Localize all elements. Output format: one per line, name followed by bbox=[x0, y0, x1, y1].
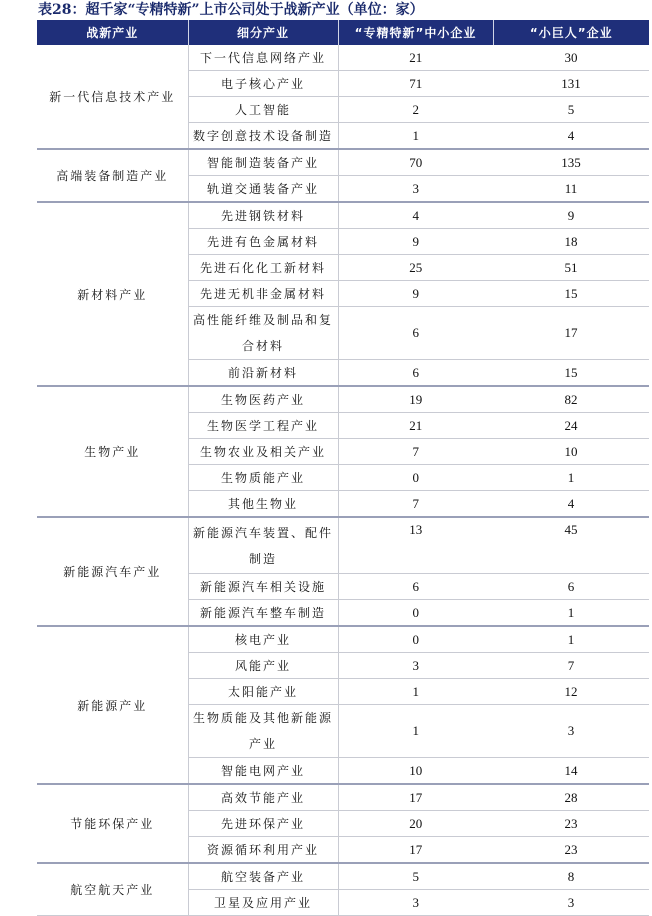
giant-count-cell: 24 bbox=[493, 413, 649, 439]
header-giant: “小巨人”企业 bbox=[493, 20, 649, 45]
sme-count-cell: 1 bbox=[338, 705, 493, 758]
table-row bbox=[37, 45, 649, 71]
table-title: 表28：超千家“专精特新”上市公司处于战新产业（单位：家） bbox=[38, 2, 424, 18]
table-row bbox=[37, 626, 649, 653]
sub-industry-cell: 新能源汽车相关设施 bbox=[188, 574, 338, 600]
sub-industry-cell: 资源循环利用产业 bbox=[188, 837, 338, 864]
table-row bbox=[37, 149, 649, 176]
sub-industry-cell: 高性能纤维及制品和复合材料 bbox=[188, 307, 338, 360]
sme-count-cell: 70 bbox=[338, 149, 493, 176]
sub-industry-cell: 航空装备产业 bbox=[188, 863, 338, 890]
industry-cell: 节能环保产业 bbox=[37, 784, 188, 863]
giant-count-cell: 5 bbox=[493, 97, 649, 123]
sme-count-cell: 21 bbox=[338, 413, 493, 439]
giant-count-cell: 11 bbox=[493, 176, 649, 203]
header-industry: 战新产业 bbox=[37, 20, 188, 45]
sme-count-cell: 19 bbox=[338, 386, 493, 413]
sub-industry-cell: 先进环保产业 bbox=[188, 811, 338, 837]
industry-cell: 新能源产业 bbox=[37, 626, 188, 784]
table-row bbox=[37, 863, 649, 890]
sme-count-cell: 6 bbox=[338, 360, 493, 387]
sub-industry-cell: 前沿新材料 bbox=[188, 360, 338, 387]
sub-industry-cell: 先进无机非金属材料 bbox=[188, 281, 338, 307]
giant-count-cell: 6 bbox=[493, 574, 649, 600]
sub-industry-cell: 先进钢铁材料 bbox=[188, 202, 338, 229]
giant-count-cell: 3 bbox=[493, 705, 649, 758]
sub-industry-cell: 轨道交通装备产业 bbox=[188, 176, 338, 203]
giant-count-cell: 18 bbox=[493, 229, 649, 255]
sme-count-cell: 0 bbox=[338, 600, 493, 627]
header-sme: “专精特新”中小企业 bbox=[338, 20, 493, 45]
sme-count-cell: 20 bbox=[338, 811, 493, 837]
sme-count-cell: 7 bbox=[338, 491, 493, 518]
giant-count-cell: 15 bbox=[493, 281, 649, 307]
giant-count-cell: 135 bbox=[493, 149, 649, 176]
giant-count-cell: 1 bbox=[493, 626, 649, 653]
sme-count-cell: 6 bbox=[338, 307, 493, 360]
table-body bbox=[37, 45, 649, 916]
sme-count-cell: 6 bbox=[338, 574, 493, 600]
giant-count-cell: 51 bbox=[493, 255, 649, 281]
sub-industry-cell: 太阳能产业 bbox=[188, 679, 338, 705]
table-header bbox=[37, 20, 649, 45]
sub-industry-cell: 人工智能 bbox=[188, 97, 338, 123]
industry-cell: 航空航天产业 bbox=[37, 863, 188, 916]
sub-industry-cell: 生物医学工程产业 bbox=[188, 413, 338, 439]
giant-count-cell: 9 bbox=[493, 202, 649, 229]
sub-industry-cell: 生物医药产业 bbox=[188, 386, 338, 413]
sub-industry-cell: 风能产业 bbox=[188, 653, 338, 679]
industry-cell: 高端装备制造产业 bbox=[37, 149, 188, 202]
sub-industry-cell: 核电产业 bbox=[188, 626, 338, 653]
sme-count-cell: 1 bbox=[338, 123, 493, 150]
sme-count-cell: 5 bbox=[338, 863, 493, 890]
sme-count-cell: 25 bbox=[338, 255, 493, 281]
sub-industry-cell: 智能制造装备产业 bbox=[188, 149, 338, 176]
giant-count-cell: 12 bbox=[493, 679, 649, 705]
sme-count-cell: 17 bbox=[338, 837, 493, 864]
sub-industry-cell: 生物质能产业 bbox=[188, 465, 338, 491]
sme-count-cell: 3 bbox=[338, 890, 493, 916]
giant-count-cell: 45 bbox=[493, 517, 649, 574]
industry-cell: 新一代信息技术产业 bbox=[37, 45, 188, 149]
giant-count-cell: 14 bbox=[493, 758, 649, 785]
sme-count-cell: 9 bbox=[338, 229, 493, 255]
giant-count-cell: 17 bbox=[493, 307, 649, 360]
sub-industry-cell: 先进石化化工新材料 bbox=[188, 255, 338, 281]
giant-count-cell: 23 bbox=[493, 811, 649, 837]
sub-industry-cell: 新能源汽车整车制造 bbox=[188, 600, 338, 627]
sme-count-cell: 7 bbox=[338, 439, 493, 465]
sub-industry-cell: 电子核心产业 bbox=[188, 71, 338, 97]
sub-industry-cell: 卫星及应用产业 bbox=[188, 890, 338, 916]
industry-cell: 新能源汽车产业 bbox=[37, 517, 188, 626]
industry-cell: 新材料产业 bbox=[37, 202, 188, 386]
sme-count-cell: 71 bbox=[338, 71, 493, 97]
giant-count-cell: 28 bbox=[493, 784, 649, 811]
sub-industry-cell: 下一代信息网络产业 bbox=[188, 45, 338, 71]
industry-table bbox=[37, 20, 649, 916]
sub-industry-cell: 生物农业及相关产业 bbox=[188, 439, 338, 465]
sme-count-cell: 0 bbox=[338, 626, 493, 653]
giant-count-cell: 10 bbox=[493, 439, 649, 465]
sub-industry-cell: 智能电网产业 bbox=[188, 758, 338, 785]
sme-count-cell: 9 bbox=[338, 281, 493, 307]
sme-count-cell: 2 bbox=[338, 97, 493, 123]
giant-count-cell: 1 bbox=[493, 600, 649, 627]
giant-count-cell: 7 bbox=[493, 653, 649, 679]
giant-count-cell: 30 bbox=[493, 45, 649, 71]
giant-count-cell: 8 bbox=[493, 863, 649, 890]
sub-industry-cell: 新能源汽车装置、配件制造 bbox=[188, 517, 338, 574]
table-row bbox=[37, 517, 649, 574]
sub-industry-cell: 数字创意技术设备制造 bbox=[188, 123, 338, 150]
sme-count-cell: 13 bbox=[338, 517, 493, 574]
giant-count-cell: 23 bbox=[493, 837, 649, 864]
table-row bbox=[37, 202, 649, 229]
sub-industry-cell: 高效节能产业 bbox=[188, 784, 338, 811]
giant-count-cell: 4 bbox=[493, 123, 649, 150]
giant-count-cell: 15 bbox=[493, 360, 649, 387]
table-row bbox=[37, 386, 649, 413]
sub-industry-cell: 生物质能及其他新能源产业 bbox=[188, 705, 338, 758]
sme-count-cell: 3 bbox=[338, 653, 493, 679]
giant-count-cell: 82 bbox=[493, 386, 649, 413]
sme-count-cell: 1 bbox=[338, 679, 493, 705]
sme-count-cell: 4 bbox=[338, 202, 493, 229]
sme-count-cell: 21 bbox=[338, 45, 493, 71]
sme-count-cell: 0 bbox=[338, 465, 493, 491]
sme-count-cell: 10 bbox=[338, 758, 493, 785]
sme-count-cell: 3 bbox=[338, 176, 493, 203]
giant-count-cell: 4 bbox=[493, 491, 649, 518]
header-sub-industry: 细分产业 bbox=[188, 20, 338, 45]
sub-industry-cell: 其他生物业 bbox=[188, 491, 338, 518]
giant-count-cell: 131 bbox=[493, 71, 649, 97]
industry-cell: 生物产业 bbox=[37, 386, 188, 517]
sme-count-cell: 17 bbox=[338, 784, 493, 811]
giant-count-cell: 3 bbox=[493, 890, 649, 916]
sub-industry-cell: 先进有色金属材料 bbox=[188, 229, 338, 255]
giant-count-cell: 1 bbox=[493, 465, 649, 491]
table-row bbox=[37, 784, 649, 811]
